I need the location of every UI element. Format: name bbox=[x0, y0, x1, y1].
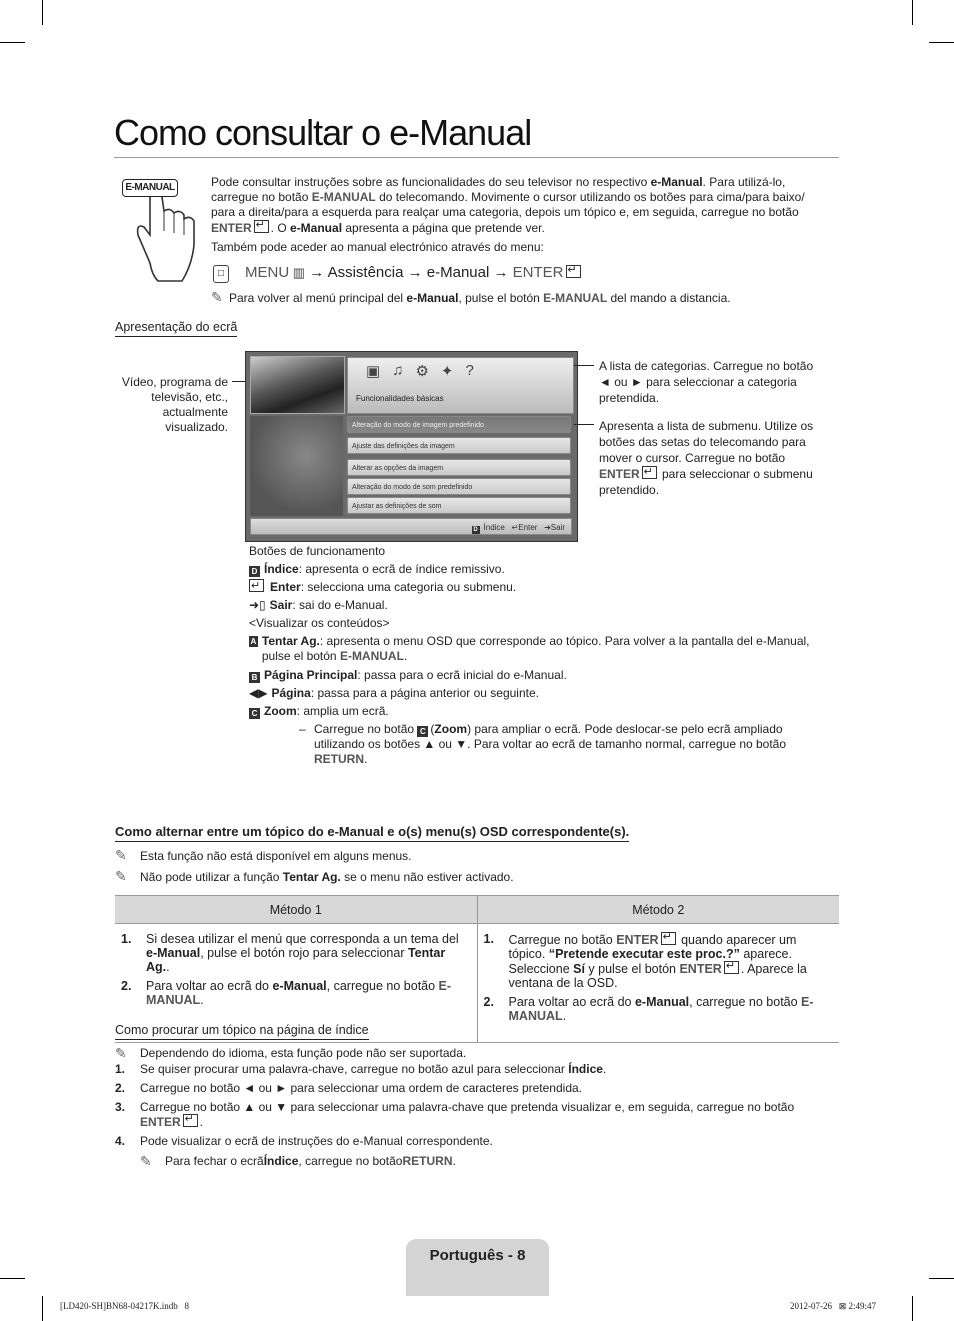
d-key-icon: D bbox=[249, 566, 260, 577]
submenu-item[interactable]: Alteração do modo de som predefinido bbox=[347, 478, 571, 495]
page-number-tab bbox=[406, 1239, 549, 1296]
footer-exit[interactable]: Sair bbox=[550, 523, 565, 532]
help-icon[interactable]: ? bbox=[465, 362, 474, 379]
submenu-item[interactable]: Alteração do modo de imagem predefinido bbox=[347, 416, 571, 433]
switch-section-heading: Como alternar entre um tópico do e-Manual e o(s) menu(s) OSD correspondente(s). bbox=[115, 824, 629, 839]
submenu-callout: Apresenta a lista de submenu. Utilize os botões das setas do telecomando para mover o cursor. Carregue no botão ENTER↵ para seleccionar o submenu pretendido. bbox=[599, 418, 821, 498]
a-key-icon: A bbox=[250, 637, 257, 646]
file-info: [LD420-SH]BN68-04217K.indb 8 bbox=[60, 1301, 189, 1311]
submenu-item[interactable]: Alterar as opções da imagem bbox=[347, 459, 571, 476]
view-heading: <Visualizar os conteúdos> bbox=[249, 616, 390, 630]
sound-icon[interactable]: ♫ bbox=[392, 362, 404, 379]
exit-icon: ➜ bbox=[544, 523, 551, 532]
method-1-steps: 1. Si desea utilizar el menú que corresponda a un tema del e-Manual, pulse el botón rojo para seleccionar Tentar Ag.. 2. Para voltar ao ecrã do e-Manual, carregue no botão E-MANUAL. bbox=[115, 924, 477, 1043]
e-manual-button-icon: E-MANUAL bbox=[122, 179, 178, 197]
remote-hand-illustration bbox=[122, 175, 202, 285]
osd-footer bbox=[250, 518, 572, 535]
picture-icon[interactable]: ▣ bbox=[366, 363, 381, 380]
c-key-icon: C bbox=[249, 708, 260, 719]
e-manual-screen bbox=[245, 351, 578, 542]
c-key-icon: C bbox=[417, 726, 428, 737]
enter-icon bbox=[642, 466, 657, 479]
intro-paragraph: Pode consultar instruções sobre as funcionalidades do seu televisor no respectivo e-Manual. Para utilizá-lo, carregue no botão E-MANUAL do telecomando. Movimente o cursor utilizando os botões para cima/para baixo/ para a direita/para a esquerda para realçar uma categoria, depois um tópico e, em seguida, carregue no botão ENTER↵ . O e-Manual apresenta a página que pretende ver. bbox=[211, 175, 821, 236]
support-icon[interactable]: ✦ bbox=[440, 363, 454, 380]
enter-icon bbox=[724, 961, 739, 974]
footer-index[interactable]: Índice bbox=[483, 523, 505, 532]
category-icons bbox=[348, 362, 591, 388]
callout-line bbox=[574, 424, 594, 425]
method-2-steps: 1. Carregue no botão ENTER↵ quando aparecer um tópico. “Pretende executar este proc.?” aparece. Seleccione Sí y pulse el botón ENTER↵ . Aparece la ventana de la OSD. 2. Para voltar ao ecrã do e-Manual, carregue no botão E-MANUAL. bbox=[477, 924, 839, 1043]
switch-note-1: ✎ Esta função não está disponível em alguns menus. bbox=[115, 847, 412, 863]
callout-line bbox=[574, 365, 594, 366]
note-pencil-icon: ✎ bbox=[140, 1153, 152, 1169]
note-pencil-icon: ✎ bbox=[211, 289, 223, 305]
enter-icon bbox=[566, 265, 581, 278]
category-bar[interactable] bbox=[347, 357, 574, 414]
menu-grid-icon: ▥ bbox=[289, 265, 306, 280]
intro-menu-note: Também pode aceder ao manual electrónico através do menu: bbox=[211, 240, 544, 254]
note-pencil-icon: ✎ bbox=[115, 1045, 127, 1061]
footer-enter[interactable]: Enter bbox=[518, 523, 538, 532]
submenu-item[interactable]: Ajustar as definições de som bbox=[347, 497, 571, 514]
print-date: 2012-07-26 ⊠ 2:49:47 bbox=[790, 1301, 877, 1311]
video-callout: Vídeo, programa de televisão, etc., actualmente visualizado. bbox=[121, 375, 228, 434]
enter-icon: ↵ bbox=[511, 523, 519, 532]
d-key-icon: D bbox=[473, 527, 478, 533]
method-2-header: Método 2 bbox=[477, 896, 839, 924]
video-thumbnail bbox=[250, 356, 345, 414]
enter-icon bbox=[183, 1114, 198, 1127]
index-steps: ✎ Dependendo do idioma, esta função pode não ser suportada. 1. Se quiser procurar uma palavra-chave, carregue no botão azul para seleccionar Índice. 2. Carregue no botão ◄ ou ► para seleccionar uma ordem de caracteres pretendida. 3. Carregue no botão ▲ ou ▼ para seleccionar uma palavra-chave que pretenda visualizar e, em seguida, carregue no botão ENTER↵ . 4. Pode visualizar o ecrã de instruções do e-Manual correspondente. ✎ Para fechar o ecrã Índice , carregue no botão RETURN . bbox=[115, 1046, 825, 1173]
note-pencil-icon: ✎ bbox=[115, 868, 127, 884]
switch-note-2: ✎ Não pode utilizar a função Tentar Ag. se o menu não estiver activado. bbox=[115, 868, 514, 884]
enter-icon bbox=[249, 579, 264, 592]
page-arrows-icon: ◀▶ bbox=[249, 686, 268, 700]
category-title: Funcionalidades básicas bbox=[356, 394, 444, 403]
method-1-header: Método 1 bbox=[115, 896, 477, 924]
category-callout: A lista de categorias. Carregue no botão ◄ ou ► para seleccionar a categoria pretendida. bbox=[599, 359, 814, 405]
buttons-heading: Botões de funcionamento bbox=[249, 544, 386, 558]
b-key-icon: B bbox=[249, 672, 260, 683]
page-title: Como consultar o e-Manual bbox=[114, 112, 532, 153]
setup-icon[interactable]: ⚙ bbox=[415, 363, 429, 380]
buttons-list: Botões de funcionamento D Índice: apresenta o ecrã de índice remissivo. ↵Enter: selecciona uma categoria ou submenu. ➜▯ Sair: sai do e-Manual. <Visualizar os conteúdos> A Tentar Ag.: apresenta o menu OSD que corresponde ao tópico. Para volver a la pantalla del e-Manual, pulse el botón E-MANUAL. B Página Principal: passa para o ecrã inicial do e-Manual. ◀▶ Página: passa para a página anterior ou seguinte. C Zoom: amplia um ecrã. – Carregue no botão C (Zoom) para ampliar o ecrã. Pode deslocar-se pelo ecrã ampliado utilizando os botões ▲ ou ▼. Para voltar ao ecrã de tamanho normal, carregue no botão RETURN. bbox=[249, 542, 824, 767]
enter-icon bbox=[661, 932, 676, 945]
screen-section-heading: Apresentação do ecrã bbox=[115, 320, 237, 336]
menu-path: □ MENU ▥ → Assistência → e-Manual → ENTER↵ bbox=[211, 264, 583, 281]
tv-illustration bbox=[250, 416, 343, 516]
note-pencil-icon: ✎ bbox=[115, 847, 127, 863]
remote-icon: □ bbox=[213, 265, 229, 283]
intro-note: ✎ Para volver al menú principal del e-Manual, pulse el botón E-MANUAL del mando a distancia. bbox=[211, 289, 731, 305]
page-number: Português - 8 bbox=[429, 1247, 526, 1264]
title-rule bbox=[114, 157, 839, 158]
exit-icon: ➜▯ bbox=[249, 598, 266, 612]
submenu-item[interactable]: Ajuste das definições da imagem bbox=[347, 437, 571, 454]
index-section-heading: Como procurar um tópico na página de índice bbox=[115, 1023, 369, 1039]
methods-table bbox=[115, 895, 839, 1043]
enter-icon bbox=[254, 220, 269, 233]
